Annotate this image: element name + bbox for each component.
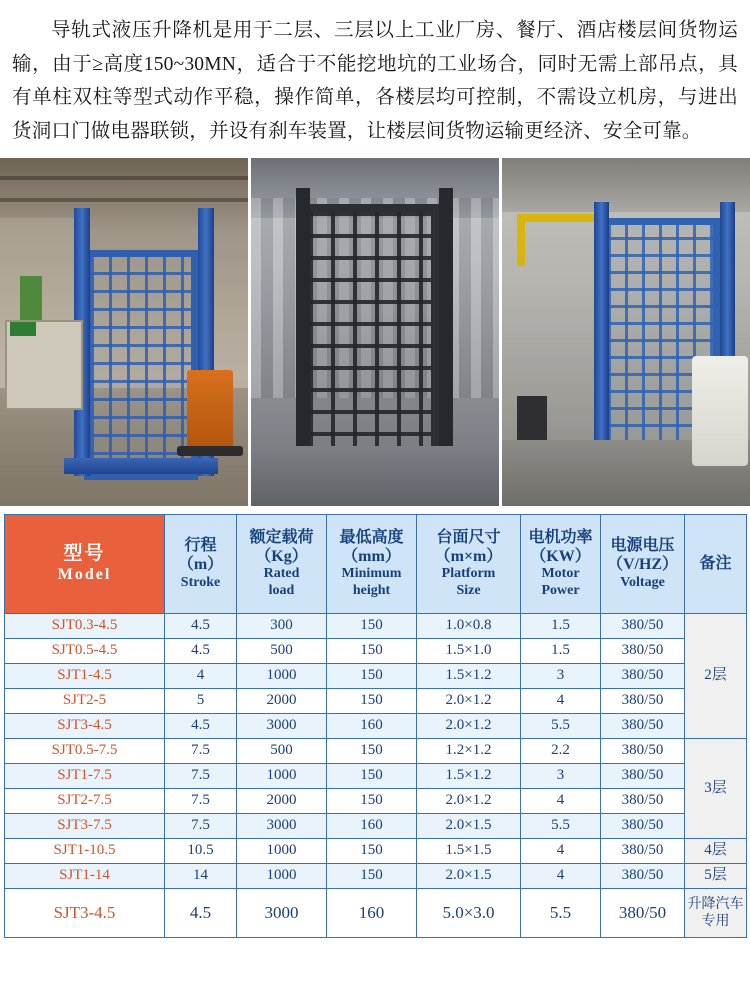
product-photo-1	[0, 158, 248, 506]
header-model-en: Model	[57, 565, 112, 583]
intro-paragraph: 导轨式液压升降机是用于二层、三层以上工业厂房、餐厅、酒店楼层间货物运输，由于≥高度150~30MN，适合于不能挖地坑的工业场合，同时无需上部吊点，具有单柱双柱等型式动作平稳，操作简单，各楼层均可控制，不需设立机房，与进出货洞口门做电器联锁，并设有刹车装置，让楼层间货物运输更经济、安全可靠。	[12, 20, 738, 142]
cell-height: 160	[327, 814, 417, 839]
cell-size: 2.0×1.2	[417, 689, 521, 714]
cell-size: 1.5×1.2	[417, 664, 521, 689]
header-platform-size	[417, 515, 521, 614]
cell-voltage: 380/50	[601, 764, 685, 789]
guide-rail-column	[296, 188, 310, 478]
header-load-cn2: （Kg）	[255, 547, 308, 565]
header-size-en1: Platform	[441, 566, 496, 582]
lift-shaft-cage	[301, 204, 440, 466]
cell-height: 150	[327, 839, 417, 864]
cell-power: 1.5	[521, 614, 601, 639]
cell-model: SJT1-7.5	[5, 764, 165, 789]
table-row	[5, 739, 747, 764]
guide-rail-column	[439, 188, 453, 478]
cell-voltage: 380/50	[601, 714, 685, 739]
guide-rail-mast	[594, 202, 609, 474]
cell-power: 4	[521, 789, 601, 814]
cell-height: 150	[327, 789, 417, 814]
table-row	[5, 714, 747, 739]
cell-height: 150	[327, 614, 417, 639]
cell-size: 1.5×1.0	[417, 639, 521, 664]
cell-stroke: 5	[165, 689, 237, 714]
header-load-en1: Rated	[263, 566, 300, 582]
header-voltage-cn1: 电源电压	[610, 536, 675, 554]
cell-voltage: 380/50	[601, 814, 685, 839]
cell-size: 5.0×3.0	[417, 889, 521, 938]
cell-model: SJT0.3-4.5	[5, 614, 165, 639]
cell-model: SJT3-7.5	[5, 814, 165, 839]
header-load-cn1: 额定载荷	[249, 528, 314, 546]
cell-power: 5.5	[521, 889, 601, 938]
cell-power: 2.2	[521, 739, 601, 764]
cell-power: 4	[521, 864, 601, 889]
cell-stroke: 14	[165, 864, 237, 889]
cell-voltage: 380/50	[601, 864, 685, 889]
cell-height: 150	[327, 664, 417, 689]
cell-model: SJT1-4.5	[5, 664, 165, 689]
product-photo-2	[251, 158, 499, 506]
header-rated-load	[237, 515, 327, 614]
cell-model: SJT0.5-7.5	[5, 739, 165, 764]
cell-load: 500	[237, 639, 327, 664]
cell-load: 300	[237, 614, 327, 639]
cell-model: SJT3-4.5	[5, 714, 165, 739]
exit-sign	[10, 322, 36, 336]
table-row	[5, 814, 747, 839]
header-stroke	[165, 515, 237, 614]
cell-load: 1000	[237, 864, 327, 889]
header-minimum-height	[327, 515, 417, 614]
cell-size: 1.2×1.2	[417, 739, 521, 764]
cell-voltage: 380/50	[601, 689, 685, 714]
cell-power: 5.5	[521, 714, 601, 739]
specification-table	[4, 514, 747, 938]
header-model-cn: 型号	[63, 543, 106, 565]
table-row	[5, 639, 747, 664]
cell-model: SJT3-4.5	[5, 889, 165, 938]
header-stroke-cn1: 行程	[184, 536, 217, 554]
header-stroke-cn2: （m）	[177, 555, 224, 573]
cell-remark: 升降汽车专用	[685, 889, 747, 938]
cell-size: 1.5×1.5	[417, 839, 521, 864]
header-voltage-en1: Voltage	[620, 574, 665, 590]
header-voltage	[601, 515, 685, 614]
cell-size: 1.5×1.2	[417, 764, 521, 789]
cell-size: 2.0×1.5	[417, 864, 521, 889]
cell-height: 150	[327, 764, 417, 789]
cell-load: 3000	[237, 889, 327, 938]
cell-size: 1.0×0.8	[417, 614, 521, 639]
header-power-en2: Power	[541, 583, 580, 598]
building-roof	[502, 158, 750, 212]
cell-size: 2.0×1.2	[417, 789, 521, 814]
header-model	[5, 515, 165, 614]
cell-model: SJT0.5-4.5	[5, 639, 165, 664]
cell-remark: 3层	[685, 739, 747, 839]
cell-model: SJT2-7.5	[5, 789, 165, 814]
cell-size: 2.0×1.2	[417, 714, 521, 739]
cell-load: 3000	[237, 814, 327, 839]
cell-stroke: 7.5	[165, 789, 237, 814]
storage-drum	[517, 396, 547, 442]
cell-model: SJT1-10.5	[5, 839, 165, 864]
ceiling-beam	[0, 176, 248, 180]
ceiling-beam	[0, 198, 248, 202]
cell-power: 4	[521, 689, 601, 714]
cell-load: 1000	[237, 664, 327, 689]
cell-size: 2.0×1.5	[417, 814, 521, 839]
cell-load: 2000	[237, 789, 327, 814]
header-height-en2: height	[352, 583, 391, 598]
table-row	[5, 764, 747, 789]
forklift	[187, 370, 233, 450]
cell-voltage: 380/50	[601, 739, 685, 764]
table-header-row	[5, 515, 747, 614]
cell-load: 500	[237, 739, 327, 764]
header-power-cn1: 电机功率	[528, 528, 593, 546]
cell-load: 1000	[237, 839, 327, 864]
cell-stroke: 4.5	[165, 614, 237, 639]
cell-stroke: 7.5	[165, 814, 237, 839]
cell-power: 3	[521, 664, 601, 689]
cell-stroke: 7.5	[165, 739, 237, 764]
cell-voltage: 380/50	[601, 614, 685, 639]
cell-height: 150	[327, 689, 417, 714]
cell-voltage: 380/50	[601, 639, 685, 664]
yellow-safety-rail	[517, 214, 525, 266]
yellow-safety-rail	[517, 214, 606, 222]
cell-height: 150	[327, 639, 417, 664]
table-body	[5, 614, 747, 938]
header-power-en1: Motor	[541, 566, 580, 582]
cell-stroke: 4	[165, 664, 237, 689]
cell-remark: 2层	[685, 614, 747, 739]
cell-stroke: 4.5	[165, 639, 237, 664]
header-size-cn1: 台面尺寸	[436, 528, 501, 546]
cell-load: 2000	[237, 689, 327, 714]
cell-voltage: 380/50	[601, 664, 685, 689]
cell-voltage: 380/50	[601, 789, 685, 814]
header-size-en2: Size	[456, 583, 481, 598]
cell-height: 150	[327, 739, 417, 764]
cell-stroke: 7.5	[165, 764, 237, 789]
cell-stroke: 4.5	[165, 889, 237, 938]
cell-voltage: 380/50	[601, 839, 685, 864]
ground-floor	[251, 446, 499, 506]
header-load-en2: load	[268, 583, 295, 598]
table-row	[5, 864, 747, 889]
table-row	[5, 839, 747, 864]
cell-remark: 4层	[685, 839, 747, 864]
header-size-cn2: （m×m）	[434, 547, 503, 565]
header-power-cn2: （KW）	[530, 547, 591, 565]
table-row	[5, 889, 747, 938]
table-row	[5, 789, 747, 814]
goods-bag	[692, 356, 748, 466]
photo-strip	[0, 158, 750, 506]
header-height-cn1: 最低高度	[339, 528, 404, 546]
header-height-en1: Minimum	[341, 566, 402, 582]
table-row	[5, 689, 747, 714]
table-row	[5, 614, 747, 639]
header-motor-power	[521, 515, 601, 614]
cell-power: 4	[521, 839, 601, 864]
product-photo-3	[502, 158, 750, 506]
header-remark	[685, 515, 747, 614]
header-height-cn2: （mm）	[342, 547, 401, 565]
cell-power: 3	[521, 764, 601, 789]
cell-height: 160	[327, 889, 417, 938]
cell-stroke: 10.5	[165, 839, 237, 864]
cell-model: SJT2-5	[5, 689, 165, 714]
cell-load: 3000	[237, 714, 327, 739]
spec-table-wrap	[0, 506, 750, 938]
cell-remark: 5层	[685, 864, 747, 889]
header-remark-cn: 备注	[699, 554, 732, 572]
cell-height: 150	[327, 864, 417, 889]
cell-power: 1.5	[521, 639, 601, 664]
cell-power: 5.5	[521, 814, 601, 839]
cell-load: 1000	[237, 764, 327, 789]
header-stroke-en: Stroke	[180, 574, 221, 590]
cell-stroke: 4.5	[165, 714, 237, 739]
lift-platform	[64, 458, 218, 474]
table-row	[5, 664, 747, 689]
cell-height: 160	[327, 714, 417, 739]
cell-model: SJT1-14	[5, 864, 165, 889]
cell-voltage: 380/50	[601, 889, 685, 938]
header-voltage-cn2: （V/HZ）	[606, 555, 679, 573]
